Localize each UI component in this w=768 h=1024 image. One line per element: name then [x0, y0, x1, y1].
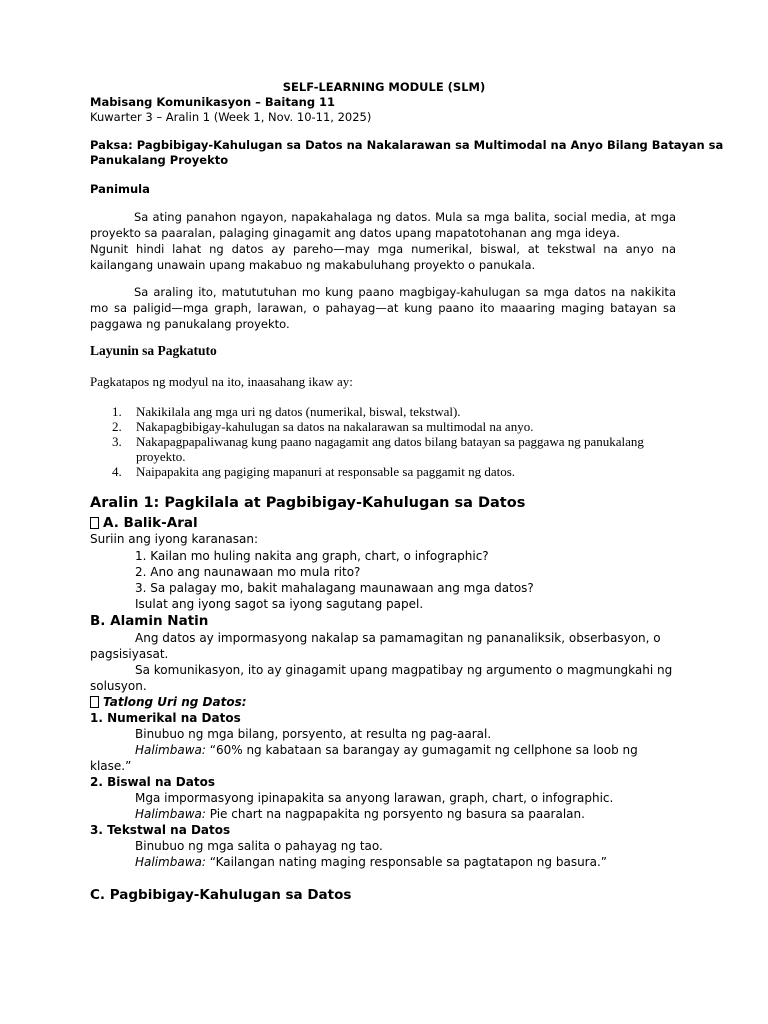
panimula-paragraph-1: Sa ating panahon ngayon, napakahalaga ng datos. Mula sa mga balita, social media, at mga proyekto sa paaralan, palaging ginagamit ang datos upang mapatotohanan ang mga ideya. [90, 210, 676, 240]
alamin-paragraph-1-line-1: Ang datos ay impormasyong nakalap sa pamamagitan ng pananaliksik, obserbasyon, o [135, 631, 661, 645]
list-item-text: Nakapagpapaliwanag kung paano nagagamit ang datos bilang batayan sa paggawa ng panukalang proyekto. [136, 434, 644, 464]
balik-aral-heading-text: A. Balik-Aral [103, 515, 198, 531]
biswal-title: 2. Biswal na Datos [90, 775, 215, 789]
biswal-description: Mga impormasyong ipinapakita sa anyong larawan, graph, chart, o infographic. [135, 791, 614, 805]
tekstwal-example [135, 854, 607, 870]
list-item [90, 434, 660, 464]
uri-heading [90, 694, 247, 710]
list-item [90, 404, 660, 419]
subject-line: Mabisang Komunikasyon – Baitang 11 [90, 95, 336, 109]
example-text: Pie chart na nagpapakita ng porsyento ng basura sa paaralan. [205, 807, 585, 821]
alamin-paragraph-2-line-1: Sa komunikasyon, ito ay ginagamit upang magpatibay ng argumento o magmungkahi ng [135, 663, 673, 677]
tekstwal-description: Binubuo ng mga salita o pahayag ng tao. [135, 839, 383, 853]
layunin-heading: Layunin sa Pagkatuto [90, 343, 217, 358]
topic-line-2: Panukalang Proyekto [90, 153, 229, 167]
example-label: Halimbawa: [135, 807, 206, 821]
example-label: Halimbawa: [135, 743, 206, 757]
quarter-line: Kuwarter 3 – Aralin 1 (Week 1, Nov. 10-11, 2025) [90, 110, 372, 124]
checkbox-icon [90, 517, 99, 529]
alamin-paragraph-1-line-2: pagsisiyasat. [90, 647, 169, 661]
list-item [90, 464, 660, 479]
balik-aral-question-1: 1. Kailan mo huling nakita ang graph, chart, o infographic? [135, 549, 489, 563]
checkbox-icon [90, 696, 99, 708]
numerikal-title: 1. Numerikal na Datos [90, 711, 241, 725]
list-item-text: Nakapagbibigay-kahulugan sa datos na nakalarawan sa multimodal na anyo. [136, 419, 534, 434]
topic-line-1: Paksa: Pagbibigay-Kahulugan sa Datos na Nakalarawan sa Multimodal na Anyo Bilang Batayan sa [90, 138, 724, 152]
balik-aral-heading [90, 514, 198, 532]
pagbibigay-heading: C. Pagbibigay-Kahulugan sa Datos [90, 887, 352, 903]
panimula-paragraph-3: Sa araling ito, matututuhan mo kung paano magbigay-kahulugan sa mga datos na nakikita mo sa paligid—mga graph, larawan, o pahayag—at kung paano ito maaaring maging batayan sa paggawa ng panukalang proyekto. [90, 285, 676, 331]
layunin-list [90, 404, 660, 479]
balik-aral-instruction: Isulat ang iyong sagot sa iyong sagutang papel. [135, 597, 424, 611]
list-item [90, 419, 660, 434]
example-text: “60% ng kabataan sa barangay ay gumagamit ng cellphone sa loob ng [205, 743, 638, 757]
balik-aral-question-3: 3. Sa palagay mo, bakit mahalagang maunawaan ang mga datos? [135, 581, 534, 595]
biswal-example [135, 806, 585, 822]
document-title: SELF-LEARNING MODULE (SLM) [282, 80, 486, 94]
layunin-intro: Pagkatapos ng modyul na ito, inaasahang ikaw ay: [90, 374, 353, 389]
balik-aral-question-2: 2. Ano ang naunawaan mo mula rito? [135, 565, 361, 579]
example-text: “Kailangan nating maging responsable sa pagtatapon ng basura.” [205, 855, 607, 869]
balik-aral-intro: Suriin ang iyong karanasan: [90, 532, 259, 546]
numerikal-example [135, 742, 638, 758]
numerikal-description: Binubuo ng mga bilang, porsyento, at resulta ng pag-aaral. [135, 727, 492, 741]
panimula-body [90, 209, 676, 273]
numerikal-example-line-2: klase.” [90, 759, 132, 773]
panimula-body-2 [90, 284, 676, 332]
list-item-number: 2. [112, 419, 122, 434]
list-item-text: Naipapakita ang pagiging mapanuri at responsable sa paggamit ng datos. [136, 464, 516, 479]
alamin-paragraph-2-line-2: solusyon. [90, 679, 147, 693]
tekstwal-title: 3. Tekstwal na Datos [90, 823, 231, 837]
uri-heading-text: Tatlong Uri ng Datos: [103, 695, 247, 709]
list-item-number: 4. [112, 464, 122, 479]
panimula-paragraph-2: Ngunit hindi lahat ng datos ay pareho—may mga numerikal, biswal, at tekstwal na anyo na kailangang unawain upang makabuo ng makabuluhang proyekto o panukala. [90, 242, 676, 272]
list-item-text: Nakikilala ang mga uri ng datos (numerikal, biswal, tekstwal). [136, 404, 461, 419]
panimula-heading: Panimula [90, 182, 150, 196]
aralin-heading: Aralin 1: Pagkilala at Pagbibigay-Kahulugan sa Datos [90, 495, 526, 511]
list-item-number: 3. [112, 434, 122, 449]
list-item-number: 1. [112, 404, 122, 419]
alamin-heading: B. Alamin Natin [90, 613, 209, 629]
example-label: Halimbawa: [135, 855, 206, 869]
